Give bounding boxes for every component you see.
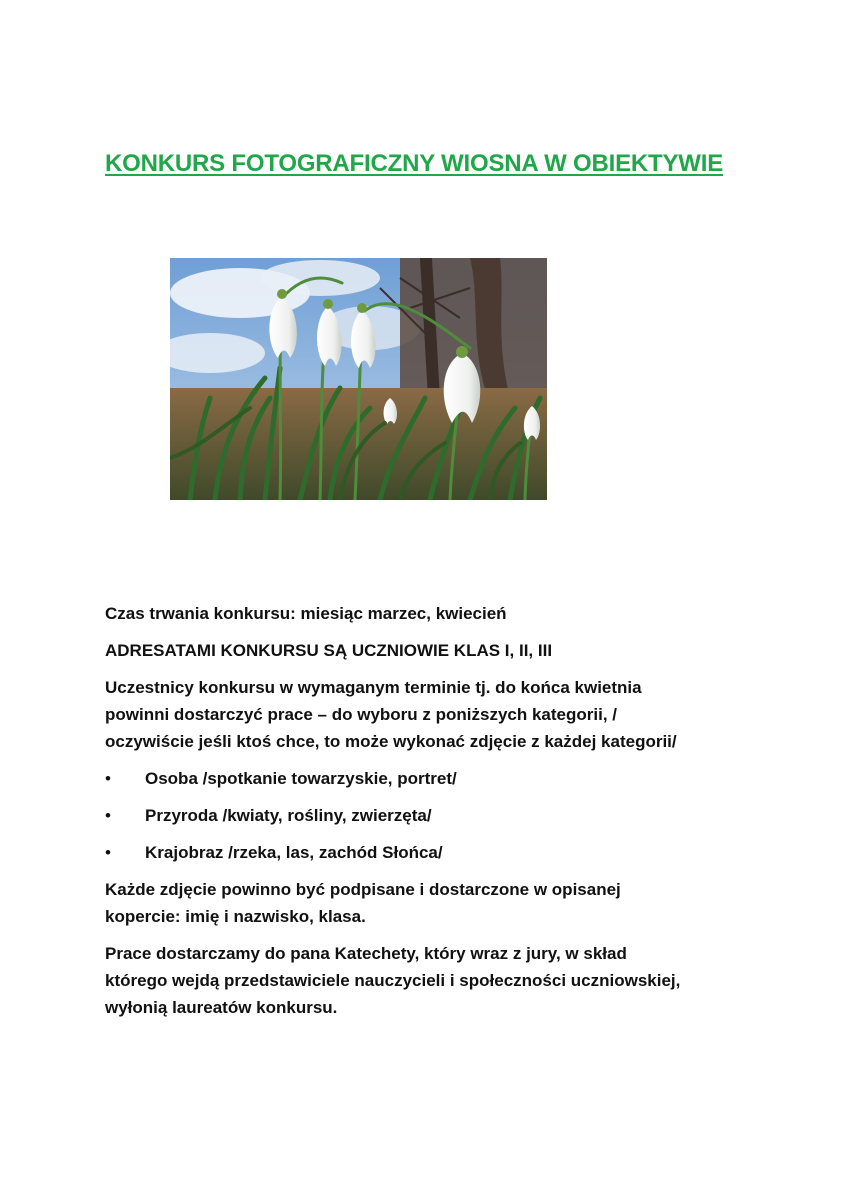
- signature-paragraph: Każde zdjęcie powinno być podpisane i dostarczone w opisanej kopercie: imię i nazwisko, klasa.: [105, 880, 621, 926]
- snowdrop-photo: [170, 258, 547, 500]
- category-item: [105, 765, 685, 792]
- snowdrop-illustration: [170, 258, 547, 500]
- category-label: Krajobraz /rzeka, las, zachód Słońca/: [145, 843, 443, 862]
- category-list: [105, 765, 685, 866]
- category-item: [105, 802, 685, 829]
- bullet-icon: •: [105, 806, 111, 825]
- duration-paragraph: Czas trwania konkursu: miesiąc marzec, kwiecień: [105, 604, 507, 623]
- bullet-icon: •: [105, 769, 111, 788]
- instructions-paragraph: Uczestnicy konkursu w wymaganym terminie tj. do końca kwietnia powinni dostarczyć prace – do wyboru z poniższych kategorii, / oczywiście jeśli ktoś chce, to może wykonać zdjęcie z każdej kategorii/: [105, 678, 677, 751]
- delivery-paragraph: Prace dostarczamy do pana Katechety, który wraz z jury, w skład którego wejdą przedstawiciele nauczycieli i społeczności uczniowskiej, wyłonią laureatów konkursu.: [105, 944, 681, 1017]
- bullet-icon: •: [105, 843, 111, 862]
- document-title: KONKURS FOTOGRAFICZNY WIOSNA W OBIEKTYWIE: [105, 150, 724, 177]
- audience-paragraph: ADRESATAMI KONKURSU SĄ UCZNIOWIE KLAS I, II, III: [105, 641, 553, 660]
- category-label: Przyroda /kwiaty, rośliny, zwierzęta/: [145, 806, 432, 825]
- document-body: [105, 600, 685, 1031]
- category-label: Osoba /spotkanie towarzyskie, portret/: [145, 769, 457, 788]
- category-item: [105, 839, 685, 866]
